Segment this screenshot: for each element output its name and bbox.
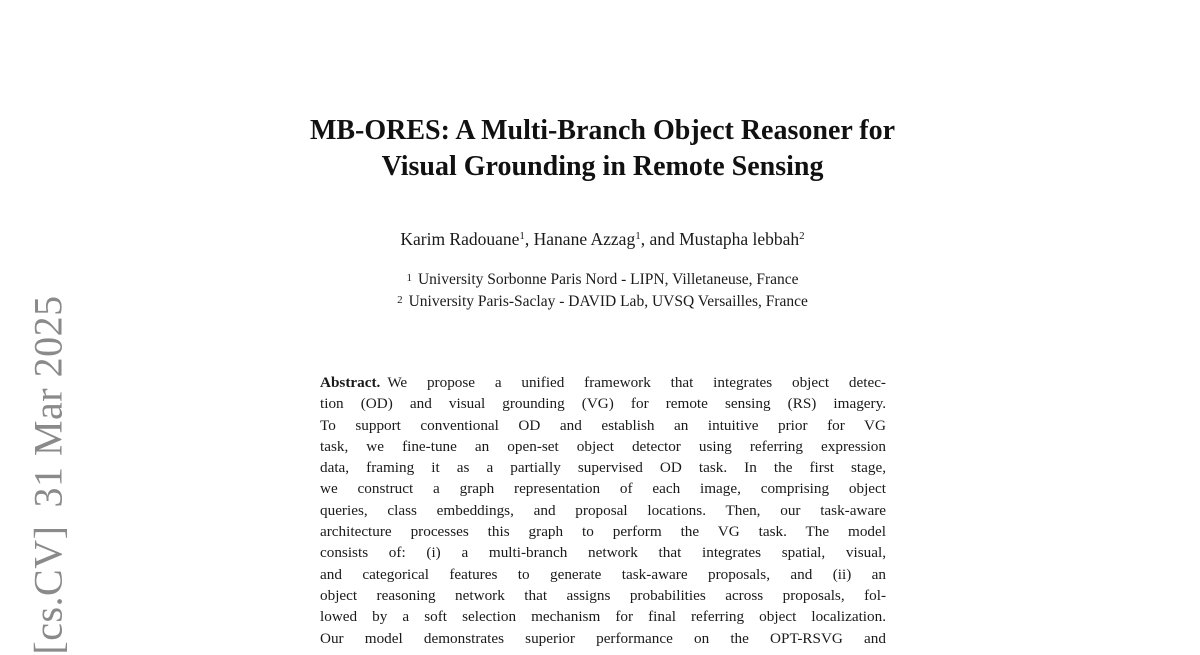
abstract-line: To support conventional OD and establish an intuitive prior for VG <box>320 416 886 434</box>
author-separator: , <box>524 229 534 249</box>
abstract-line: we construct a graph representation of each image, comprising object <box>320 480 886 498</box>
abstract-line: Our model demonstrates superior performance on the OPT-RSVG and <box>320 629 886 647</box>
author-separator: , and <box>640 229 680 249</box>
abstract-text: We propose a unified framework that integrates object detec- <box>387 374 886 391</box>
affiliation <box>0 291 1200 313</box>
abstract-line: task, we fine-tune an open-set object detector using referring expression <box>320 437 886 455</box>
author-affil-marker: 1 <box>519 230 525 242</box>
author-name: Mustapha lebbah <box>679 229 800 249</box>
affiliation-text: University Sorbonne Paris Nord - LIPN, Villetaneuse, France <box>417 271 799 288</box>
abstract-line: queries, class embeddings, and proposal locations. Then, our task-aware <box>320 501 886 519</box>
abstract-line: data, framing it as a partially supervised OD task. In the first stage, <box>320 459 886 477</box>
affiliation-list <box>0 269 1200 313</box>
author-name: Hanane Azzag <box>533 229 636 249</box>
affiliation-text: University Paris-Saclay - DAVID Lab, UVSQ Versailles, France <box>408 293 808 310</box>
affiliation-number: 2 <box>397 294 403 306</box>
abstract-line <box>320 372 886 393</box>
abstract-line: architecture processes this graph to perform the VG task. The model <box>320 523 886 541</box>
arxiv-date: 31 Mar 2025 <box>25 295 71 508</box>
affiliation <box>0 269 1200 291</box>
title-line: MB-ORES: A Multi-Branch Object Reasoner for <box>309 115 896 146</box>
author-affil-marker: 1 <box>635 230 641 242</box>
title-line: Visual Grounding in Remote Sensing <box>381 151 824 182</box>
abstract-line: object reasoning network that assigns probabilities across proposals, fol- <box>320 586 886 604</box>
author-name: Karim Radouane <box>400 229 520 249</box>
paper-title <box>0 113 1200 185</box>
abstract-line: tion (OD) and visual grounding (VG) for remote sensing (RS) imagery. <box>320 395 886 413</box>
author-list <box>0 227 1200 251</box>
arxiv-category: [cs.CV] <box>25 525 71 655</box>
abstract <box>320 372 886 649</box>
arxiv-stamp <box>25 295 72 654</box>
abstract-line: lowed by a soft selection mechanism for final referring object localization. <box>320 608 886 626</box>
author-affil-marker: 2 <box>799 230 805 242</box>
abstract-line: consists of: (i) a multi-branch network that integrates spatial, visual, <box>320 544 886 562</box>
affiliation-number: 1 <box>406 272 412 284</box>
abstract-label: Abstract. <box>320 374 381 391</box>
abstract-line: and categorical features to generate task-aware proposals, and (ii) an <box>320 565 886 583</box>
